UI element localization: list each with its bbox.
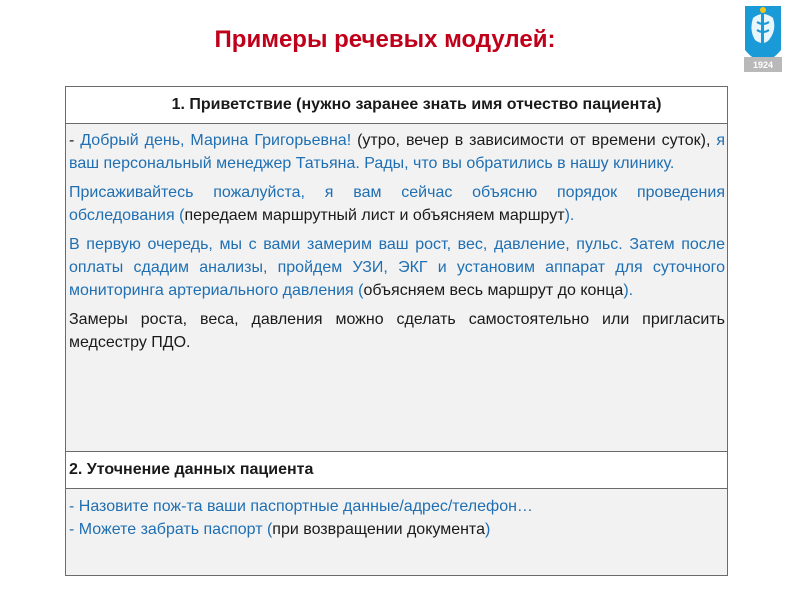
list-item	[69, 495, 725, 518]
speech-modules-table	[65, 86, 728, 576]
text-run: Замеры роста, веса, давления можно сделать самостоятельно или пригласить медсестру ПДО.	[69, 311, 725, 351]
table-row	[66, 489, 728, 576]
text-run: ).	[564, 207, 575, 224]
text-run: ).	[623, 282, 634, 299]
page-title: Примеры речевых модулей:	[214, 26, 556, 53]
logo	[725, 0, 800, 75]
section1-heading: 1. Приветствие (нужно заранее знать имя отчество пациента)	[66, 87, 728, 124]
text-run: объясняем весь маршрут до конца	[363, 282, 624, 299]
text-run: В первую очередь, мы с вами замерим ваш рост, вес, давление, пульс. Затем после оплаты сдадим анализы, пройдем УЗИ, ЭКГ и установим аппарат для суточного мониторинга артериального давления (	[69, 236, 725, 299]
text-run: я ваш персональный менеджер Татьяна. Рады, что вы обратились в нашу клинику.	[69, 132, 726, 172]
text-run: Присаживайтесь пожалуйста, я вам сейчас объясню порядок проведения обследования (	[69, 184, 725, 224]
paragraph	[69, 233, 725, 302]
text-run: при возвращении документа	[272, 521, 485, 538]
table-row	[66, 124, 728, 452]
section2-heading: 2. Уточнение данных пациента	[66, 452, 728, 489]
list-item	[69, 518, 725, 541]
text-run: передаем маршрутный лист и объясняем маршрут	[184, 207, 565, 224]
text-run: - Назовите пож-та ваши паспортные данные/адрес/телефон…	[69, 498, 533, 515]
section1-body	[66, 124, 728, 452]
paragraph	[69, 308, 725, 354]
paragraph	[69, 129, 725, 175]
text-run: )	[484, 521, 491, 538]
section2-body	[66, 489, 728, 576]
text-run: - Можете забрать паспорт (	[69, 521, 273, 538]
text-run: -	[69, 132, 81, 149]
table-row	[66, 452, 728, 489]
table-row	[66, 87, 728, 124]
logo-year: 1924	[752, 60, 774, 70]
text-run: (утро, вечер в зависимости от времени суток),	[351, 132, 717, 149]
text-run: Добрый день, Марина Григорьевна!	[80, 132, 352, 149]
paragraph	[69, 181, 725, 227]
